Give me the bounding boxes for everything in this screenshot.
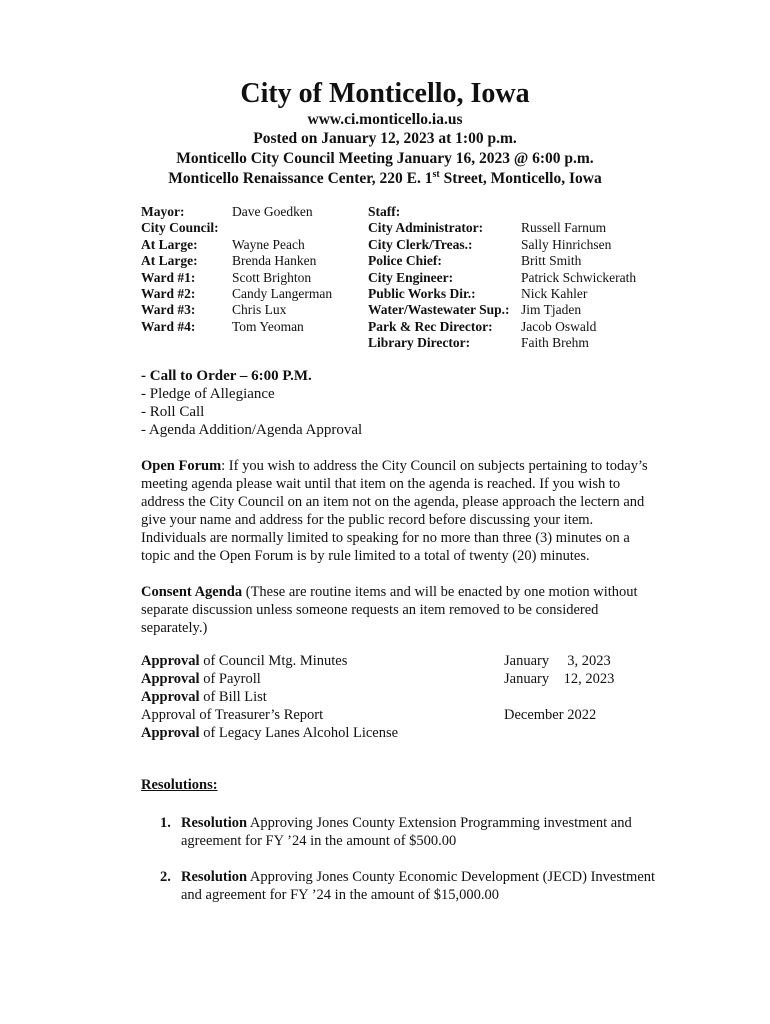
resolution-text [181, 814, 661, 850]
approval-row [141, 725, 621, 743]
order-item: - Pledge of Allegiance [141, 386, 275, 402]
official-name: Candy Langerman [232, 286, 333, 301]
staff-name: Nick Kahler [521, 286, 588, 301]
resolution-number: 1. [160, 815, 171, 831]
approval-text: of Council Mtg. Minutes [199, 653, 348, 669]
location-text-end: Street, Monticello, Iowa [439, 170, 602, 188]
staff-name: Jim Tjaden [521, 302, 582, 318]
staff-name: Patrick Schwickerath [521, 269, 637, 285]
resolution-label: Resolution [181, 815, 248, 831]
order-item: - Agenda Addition/Agenda Approval [141, 422, 363, 438]
meeting-location [0, 169, 770, 188]
meeting-info: Monticello City Council Meeting January 16, 2023 @ 6:00 p.m. [176, 150, 594, 167]
staff-role: Police Chief: [368, 253, 442, 269]
staff-role: City Administrator: [368, 220, 484, 236]
official-name: Tom Yeoman [232, 318, 304, 334]
staff-role: City Engineer: [368, 269, 454, 285]
official-name: Dave Goedken [232, 204, 313, 219]
page-title: City of Monticello, Iowa [240, 78, 530, 109]
approval-label: Approval [141, 653, 200, 669]
official-name: Scott Brighton [232, 269, 312, 285]
staff-name: Jacob Oswald [521, 318, 597, 334]
staff-role: City Clerk/Treas.: [368, 236, 473, 252]
approval-date: January 12, 2023 [504, 671, 615, 687]
open-forum-label: Open Forum [141, 458, 222, 474]
staff-role: Public Works Dir.: [368, 286, 476, 301]
staff-name: Russell Farnum [521, 220, 607, 236]
order-item: - Roll Call [141, 404, 205, 420]
staff-heading-label: Staff: [368, 204, 401, 219]
resolutions-heading: Resolutions: [141, 777, 218, 793]
staff-name: Faith Brehm [521, 335, 589, 351]
resolution-number: 2. [160, 869, 171, 885]
staff-name: Britt Smith [521, 253, 582, 269]
staff-role: Park & Rec Director: [368, 318, 493, 334]
approval-row [141, 707, 621, 725]
approval-label: Approval [141, 725, 200, 741]
official-name: Chris Lux [232, 302, 287, 318]
approval-label: Approval [141, 671, 200, 687]
website-url[interactable]: www.ci.monticello.ia.us [307, 111, 463, 128]
posted-date: Posted on January 12, 2023 at 1:00 p.m. [253, 130, 517, 147]
official-role: At Large: [141, 253, 198, 269]
approval-label: Approval [141, 689, 200, 705]
official-role: Ward #3: [141, 302, 196, 318]
approval-text: of Legacy Lanes Alcohol License [199, 725, 399, 741]
approval-date: December 2022 [504, 707, 597, 723]
open-forum-section [141, 457, 661, 565]
approval-text: Approval of Treasurer’s Report [141, 707, 324, 723]
official-role: Ward #1: [141, 269, 196, 285]
official-role: At Large: [141, 236, 198, 252]
approval-row [141, 671, 621, 689]
official-name: Brenda Hanken [232, 253, 317, 269]
resolution-text [181, 868, 661, 904]
consent-agenda-section [141, 583, 661, 637]
staff-role: Library Director: [368, 335, 471, 351]
location-superscript: st [432, 169, 440, 180]
staff-name: Sally Hinrichsen [521, 236, 612, 252]
approval-text: of Bill List [199, 689, 267, 705]
official-role: City Council: [141, 220, 219, 236]
open-forum-text: : If you wish to address the City Council on subjects pertaining to today’s meeting agenda please wait until that item on the agenda is reached. If you wish to address the City Council on an item not on the agenda, please approach the lectern and give your name and address for the public record before discussing your item. Individuals are normally limited to speaking for no more than three (3) minutes on a topic and the Open Forum is by rule limited to a total of twenty (20) minutes. [141, 458, 648, 564]
approval-date: January 3, 2023 [504, 653, 611, 669]
approval-row [141, 653, 621, 671]
call-to-order: - Call to Order – 6:00 P.M. [141, 368, 312, 384]
approval-row [141, 689, 621, 707]
resolution-description: Approving Jones County Economic Development (JECD) Investment and agreement for FY ’24 in the amount of $15,000.00 [181, 869, 656, 903]
resolution-label: Resolution [181, 869, 248, 885]
location-text: Monticello Renaissance Center, 220 E. 1 [168, 170, 433, 188]
resolution-description: Approving Jones County Extension Programming investment and agreement for FY ’24 in the amount of $500.00 [181, 815, 632, 849]
approval-text: of Payroll [199, 671, 261, 687]
official-name: Wayne Peach [232, 236, 305, 252]
staff-role: Water/Wastewater Sup.: [368, 302, 510, 318]
official-role: Mayor: [141, 204, 185, 219]
official-role: Ward #4: [141, 318, 196, 334]
consent-agenda-label: Consent Agenda [141, 584, 243, 600]
order-of-business [141, 367, 362, 439]
official-role: Ward #2: [141, 286, 196, 301]
consent-agenda-text: (These are routine items and will be enacted by one motion without separate discussion unless someone requests an item removed to be considered separately.) [141, 584, 638, 636]
